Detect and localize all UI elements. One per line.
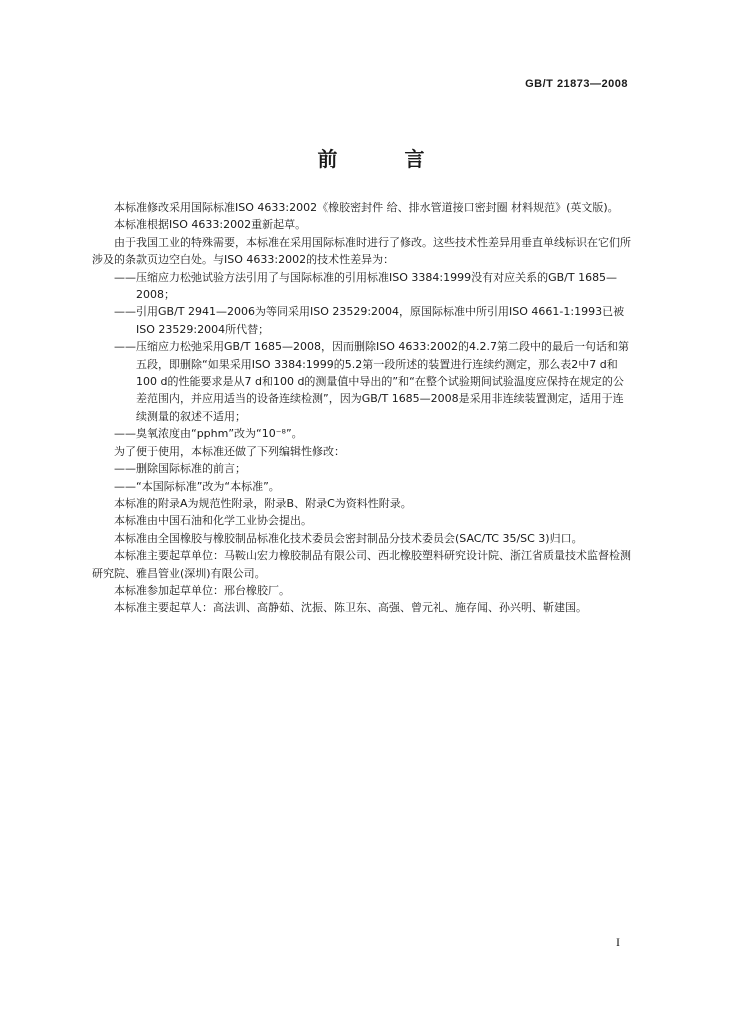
document-id: GB/T 21873—2008 <box>525 78 628 90</box>
list-item-technical-1: ——压缩应力松弛试验方法引用了与国际标准的引用标准ISO 3384:1999没有对应关系的GB/T 1685—2008； <box>114 270 618 302</box>
page-number: I <box>616 935 620 949</box>
list-item-technical-4: ——臭氧浓度由“pphm”改为“10⁻⁸”。 <box>114 427 303 441</box>
paragraph-participating-units: 本标准参加起草单位：邢台橡胶厂。 <box>114 583 290 597</box>
paragraph-drafters: 本标准主要起草人：高法训、高静茹、沈振、陈卫东、高强、曾元礼、施存闻、孙兴明、靳建国。 <box>114 601 587 615</box>
foreword-body <box>92 199 632 617</box>
paragraph-annexes: 本标准的附录A为规范性附录，附录B、附录C为资料性附录。 <box>114 496 412 510</box>
paragraph-drafting-units: 本标准主要起草单位：马鞍山宏力橡胶制品有限公司、西北橡胶塑料研究设计院、浙江省质量技术监督检测研究院、雅昌管业(深圳)有限公司。 <box>92 549 631 580</box>
paragraph-editorial: 为了便于使用，本标准还做了下列编辑性修改： <box>114 444 345 458</box>
paragraph-redraft: 本标准根据ISO 4633:2002重新起草。 <box>114 218 307 232</box>
list-item-technical-2: ——引用GB/T 2941—2006为等同采用ISO 23529:2004，原国际标准中所引用ISO 4661-1:1993已被ISO 23529:2004所代替； <box>114 305 625 336</box>
paragraph-modifications: 由于我国工业的特殊需要，本标准在采用国际标准时进行了修改。这些技术性差异用垂直单线标识在它们所涉及的条款页边空白处。与ISO 4633:2002的技术性差异为： <box>92 235 631 267</box>
list-item-editorial-2: ——“本国际标准”改为“本标准”。 <box>114 479 280 493</box>
paragraph-proposer: 本标准由中国石油和化学工业协会提出。 <box>114 514 312 528</box>
page-title: 前 言 <box>317 147 455 171</box>
list-item-technical-3: ——压缩应力松弛采用GB/T 1685—2008，因而删除ISO 4633:2002的4.2.7第二段中的最后一句话和第五段，即删除“如果采用ISO 3384:1999的5.2第一段所述的装置进行连续约测定，那么表2中7 d和100 d的性能要求是从7 d和100 d的测量值中导出的”和“在整个试验期间试验温度应保持在规定的公差范围内，并应用适当的设备连续检测”，因为GB/T 1685—2008是采用非连续装置测定，适用于连续测量的叙述不适用； <box>114 340 630 423</box>
list-item-editorial-1: ——删除国际标准的前言； <box>114 462 246 476</box>
paragraph-committee: 本标准由全国橡胶与橡胶制品标准化技术委员会密封制品分技术委员会(SAC/TC 35/SC 3)归口。 <box>114 531 583 545</box>
paragraph-adoption: 本标准修改采用国际标准ISO 4633:2002《橡胶密封件 给、排水管道接口密封圈 材料规范》(英文版)。 <box>114 201 619 214</box>
